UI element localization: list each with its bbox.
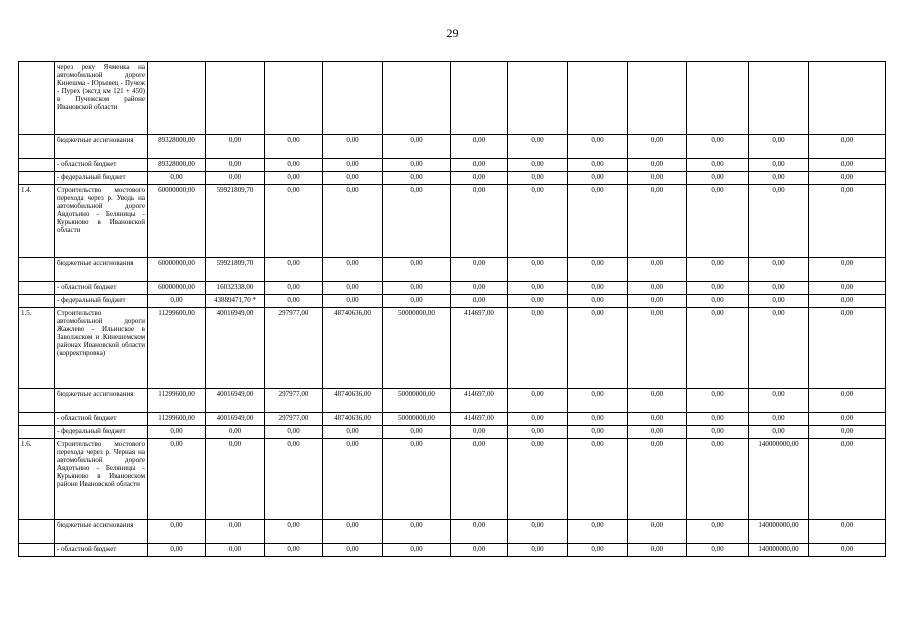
value-cell: 0,00: [809, 295, 886, 308]
value-cell: 0,00: [809, 159, 886, 172]
value-cell: [148, 62, 206, 135]
row-label: бюджетные ассигнования: [55, 520, 148, 544]
value-cell: 0,00: [568, 185, 628, 258]
table-row-item: [19, 185, 886, 258]
table-row: [19, 282, 886, 295]
table-row: [19, 135, 886, 159]
value-cell: 0,00: [265, 172, 323, 185]
value-cell: 0,00: [568, 308, 628, 389]
value-cell: 0,00: [451, 295, 508, 308]
value-cell: 0,00: [508, 295, 568, 308]
value-cell: 0,00: [508, 544, 568, 557]
value-cell: [265, 62, 323, 135]
value-cell: 0,00: [628, 185, 687, 258]
value-cell: 0,00: [265, 439, 323, 520]
value-cell: 0,00: [749, 159, 809, 172]
value-cell: 0,00: [809, 520, 886, 544]
value-cell: 60000000,00: [148, 282, 206, 295]
row-index: [19, 282, 55, 295]
value-cell: 0,00: [568, 544, 628, 557]
value-cell: 0,00: [568, 172, 628, 185]
row-label: - федеральный бюджет: [55, 172, 148, 185]
value-cell: 297977,00: [265, 389, 323, 413]
value-cell: 0,00: [809, 439, 886, 520]
value-cell: 0,00: [628, 135, 687, 159]
value-cell: 40016949,00: [206, 389, 265, 413]
row-index: [19, 258, 55, 282]
value-cell: 0,00: [568, 520, 628, 544]
value-cell: 0,00: [809, 413, 886, 426]
value-cell: 0,00: [749, 135, 809, 159]
value-cell: 11299600,00: [148, 308, 206, 389]
value-cell: 0,00: [508, 439, 568, 520]
value-cell: [206, 62, 265, 135]
row-label: Строительство мостового перехода через р. Уводь на автомобильной дороге Авдотьино - Беляницы - Курьяново в Ивановской области: [55, 185, 148, 258]
value-cell: 0,00: [749, 295, 809, 308]
value-cell: 0,00: [508, 413, 568, 426]
value-cell: 0,00: [383, 172, 451, 185]
value-cell: 414697,00: [451, 413, 508, 426]
value-cell: 48740636,00: [323, 413, 383, 426]
value-cell: [809, 62, 886, 135]
row-label: бюджетные ассигнования: [55, 389, 148, 413]
value-cell: 0,00: [568, 389, 628, 413]
value-cell: 0,00: [508, 426, 568, 439]
value-cell: 0,00: [265, 426, 323, 439]
value-cell: [323, 62, 383, 135]
budget-table: [18, 61, 886, 557]
value-cell: 0,00: [265, 544, 323, 557]
value-cell: 0,00: [148, 295, 206, 308]
value-cell: 0,00: [265, 185, 323, 258]
value-cell: 0,00: [628, 439, 687, 520]
row-index: [19, 135, 55, 159]
value-cell: 0,00: [809, 135, 886, 159]
value-cell: 297977,00: [265, 413, 323, 426]
value-cell: 0,00: [749, 426, 809, 439]
value-cell: 59921809,70: [206, 258, 265, 282]
value-cell: 0,00: [383, 544, 451, 557]
row-label: бюджетные ассигнования: [55, 135, 148, 159]
value-cell: 0,00: [383, 135, 451, 159]
row-label: бюджетные ассигнования: [55, 258, 148, 282]
value-cell: 0,00: [508, 185, 568, 258]
value-cell: 0,00: [628, 282, 687, 295]
value-cell: 48740636,00: [323, 308, 383, 389]
value-cell: 0,00: [749, 413, 809, 426]
value-cell: 0,00: [323, 426, 383, 439]
value-cell: 0,00: [206, 159, 265, 172]
value-cell: 414697,00: [451, 308, 508, 389]
value-cell: 16032338,00: [206, 282, 265, 295]
value-cell: 0,00: [628, 295, 687, 308]
value-cell: 0,00: [323, 520, 383, 544]
row-index: 1.6.: [19, 439, 55, 520]
value-cell: 0,00: [568, 439, 628, 520]
value-cell: 0,00: [323, 544, 383, 557]
table-row: [19, 520, 886, 544]
row-index: [19, 544, 55, 557]
value-cell: 0,00: [451, 172, 508, 185]
value-cell: 0,00: [383, 295, 451, 308]
value-cell: 0,00: [508, 520, 568, 544]
value-cell: 0,00: [749, 185, 809, 258]
value-cell: 0,00: [148, 520, 206, 544]
value-cell: 414697,00: [451, 389, 508, 413]
value-cell: 0,00: [809, 308, 886, 389]
value-cell: 0,00: [809, 258, 886, 282]
value-cell: 0,00: [206, 172, 265, 185]
value-cell: 0,00: [323, 172, 383, 185]
table-row: [19, 426, 886, 439]
value-cell: 0,00: [148, 426, 206, 439]
value-cell: 0,00: [749, 258, 809, 282]
value-cell: 0,00: [383, 159, 451, 172]
value-cell: 0,00: [508, 258, 568, 282]
row-label: - областной бюджет: [55, 413, 148, 426]
value-cell: 0,00: [628, 413, 687, 426]
row-label: Строительство мостового перехода через р. Черная на автомобильной дороге Авдотьино - Беляницы - Курьяново в Ивановском районе Ивановской области: [55, 439, 148, 520]
row-index: [19, 295, 55, 308]
value-cell: [628, 62, 687, 135]
value-cell: 0,00: [749, 172, 809, 185]
value-cell: 0,00: [809, 389, 886, 413]
value-cell: 297977,00: [265, 308, 323, 389]
value-cell: 0,00: [809, 282, 886, 295]
value-cell: 0,00: [148, 439, 206, 520]
value-cell: [568, 62, 628, 135]
value-cell: 0,00: [809, 172, 886, 185]
value-cell: 0,00: [749, 282, 809, 295]
value-cell: 0,00: [148, 544, 206, 557]
value-cell: 0,00: [323, 258, 383, 282]
value-cell: 0,00: [628, 159, 687, 172]
value-cell: 0,00: [508, 282, 568, 295]
value-cell: 0,00: [206, 520, 265, 544]
value-cell: 0,00: [568, 258, 628, 282]
row-label: - областной бюджет: [55, 282, 148, 295]
table-row: [19, 389, 886, 413]
table-row-item: [19, 308, 886, 389]
value-cell: 0,00: [628, 389, 687, 413]
value-cell: 89328000,00: [148, 135, 206, 159]
table-row: [19, 258, 886, 282]
value-cell: 0,00: [687, 159, 749, 172]
table-row-item: [19, 439, 886, 520]
value-cell: 0,00: [628, 520, 687, 544]
value-cell: 0,00: [265, 258, 323, 282]
value-cell: 48740636,00: [323, 389, 383, 413]
row-index: [19, 159, 55, 172]
value-cell: 0,00: [628, 426, 687, 439]
value-cell: 0,00: [383, 426, 451, 439]
value-cell: 50000000,00: [383, 308, 451, 389]
row-label: Строительство автомобильной дороги Жажлево - Ильинское в Заволжском и Кинешемском районах Ивановской области (корректировка): [55, 308, 148, 389]
value-cell: 0,00: [265, 520, 323, 544]
value-cell: 0,00: [568, 295, 628, 308]
value-cell: 0,00: [206, 544, 265, 557]
value-cell: 140000000,00: [749, 439, 809, 520]
row-label: - федеральный бюджет: [55, 295, 148, 308]
row-label: через реку Ячменка на автомобильной дороге Кинешма - Юрьевец - Пучеж - Пурех (экстд км 121 + 450) в Пучежском районе Ивановской области: [55, 62, 148, 135]
value-cell: 11299600,00: [148, 413, 206, 426]
value-cell: 0,00: [809, 426, 886, 439]
value-cell: 0,00: [687, 520, 749, 544]
value-cell: 0,00: [687, 413, 749, 426]
value-cell: 50000000,00: [383, 389, 451, 413]
value-cell: 0,00: [451, 185, 508, 258]
value-cell: 0,00: [568, 413, 628, 426]
value-cell: 0,00: [451, 135, 508, 159]
value-cell: 0,00: [323, 439, 383, 520]
value-cell: 0,00: [265, 135, 323, 159]
value-cell: 11299600,00: [148, 389, 206, 413]
value-cell: 89328000,00: [148, 159, 206, 172]
value-cell: 0,00: [323, 135, 383, 159]
value-cell: 0,00: [148, 172, 206, 185]
row-index: [19, 62, 55, 135]
value-cell: 0,00: [451, 282, 508, 295]
value-cell: 0,00: [809, 185, 886, 258]
row-index: [19, 172, 55, 185]
value-cell: 0,00: [687, 135, 749, 159]
table-row: [19, 172, 886, 185]
row-index: [19, 426, 55, 439]
value-cell: 50000000,00: [383, 413, 451, 426]
value-cell: 0,00: [628, 172, 687, 185]
value-cell: 60000000,00: [148, 258, 206, 282]
value-cell: 0,00: [508, 389, 568, 413]
value-cell: 0,00: [687, 185, 749, 258]
value-cell: 40016949,00: [206, 308, 265, 389]
value-cell: 59921809,70: [206, 185, 265, 258]
row-index: 1.4.: [19, 185, 55, 258]
value-cell: [383, 62, 451, 135]
value-cell: 0,00: [206, 439, 265, 520]
value-cell: 0,00: [383, 520, 451, 544]
value-cell: 0,00: [265, 295, 323, 308]
value-cell: 0,00: [451, 544, 508, 557]
value-cell: [451, 62, 508, 135]
value-cell: 0,00: [568, 159, 628, 172]
value-cell: 0,00: [383, 282, 451, 295]
value-cell: 0,00: [687, 426, 749, 439]
value-cell: [508, 62, 568, 135]
table-row: [19, 295, 886, 308]
row-label: - областной бюджет: [55, 159, 148, 172]
value-cell: 0,00: [749, 308, 809, 389]
row-label: - областной бюджет: [55, 544, 148, 557]
value-cell: 0,00: [451, 439, 508, 520]
value-cell: 0,00: [508, 159, 568, 172]
value-cell: [749, 62, 809, 135]
row-index: 1.5.: [19, 308, 55, 389]
value-cell: 0,00: [809, 544, 886, 557]
value-cell: 0,00: [508, 308, 568, 389]
value-cell: 0,00: [687, 544, 749, 557]
value-cell: 140000000,00: [749, 520, 809, 544]
value-cell: 0,00: [687, 282, 749, 295]
value-cell: 0,00: [568, 135, 628, 159]
value-cell: 0,00: [568, 282, 628, 295]
value-cell: 0,00: [451, 258, 508, 282]
value-cell: 0,00: [265, 282, 323, 295]
value-cell: 0,00: [687, 439, 749, 520]
value-cell: 0,00: [687, 258, 749, 282]
value-cell: 0,00: [323, 295, 383, 308]
table-row: [19, 413, 886, 426]
value-cell: 0,00: [508, 135, 568, 159]
value-cell: 0,00: [628, 258, 687, 282]
value-cell: 0,00: [628, 544, 687, 557]
value-cell: 0,00: [451, 159, 508, 172]
value-cell: 0,00: [265, 159, 323, 172]
value-cell: 0,00: [687, 308, 749, 389]
value-cell: 43889471,70 *: [206, 295, 265, 308]
value-cell: 0,00: [383, 185, 451, 258]
row-index: [19, 520, 55, 544]
row-label: - федеральный бюджет: [55, 426, 148, 439]
value-cell: 0,00: [687, 172, 749, 185]
value-cell: 0,00: [451, 426, 508, 439]
value-cell: 0,00: [206, 426, 265, 439]
table-row: [19, 544, 886, 557]
row-index: [19, 389, 55, 413]
value-cell: 140000000,00: [749, 544, 809, 557]
value-cell: 0,00: [451, 520, 508, 544]
value-cell: 60000000,00: [148, 185, 206, 258]
page-number: 29: [446, 26, 459, 40]
value-cell: 0,00: [323, 282, 383, 295]
table-row: [19, 159, 886, 172]
value-cell: 0,00: [568, 426, 628, 439]
value-cell: 0,00: [323, 159, 383, 172]
value-cell: 0,00: [323, 185, 383, 258]
value-cell: 40016949,00: [206, 413, 265, 426]
value-cell: 0,00: [687, 389, 749, 413]
value-cell: 0,00: [206, 135, 265, 159]
value-cell: 0,00: [508, 172, 568, 185]
value-cell: 0,00: [687, 295, 749, 308]
value-cell: 0,00: [383, 258, 451, 282]
value-cell: 0,00: [628, 308, 687, 389]
row-index: [19, 413, 55, 426]
table-row: [19, 62, 886, 135]
value-cell: 0,00: [749, 389, 809, 413]
value-cell: 0,00: [383, 439, 451, 520]
value-cell: [687, 62, 749, 135]
